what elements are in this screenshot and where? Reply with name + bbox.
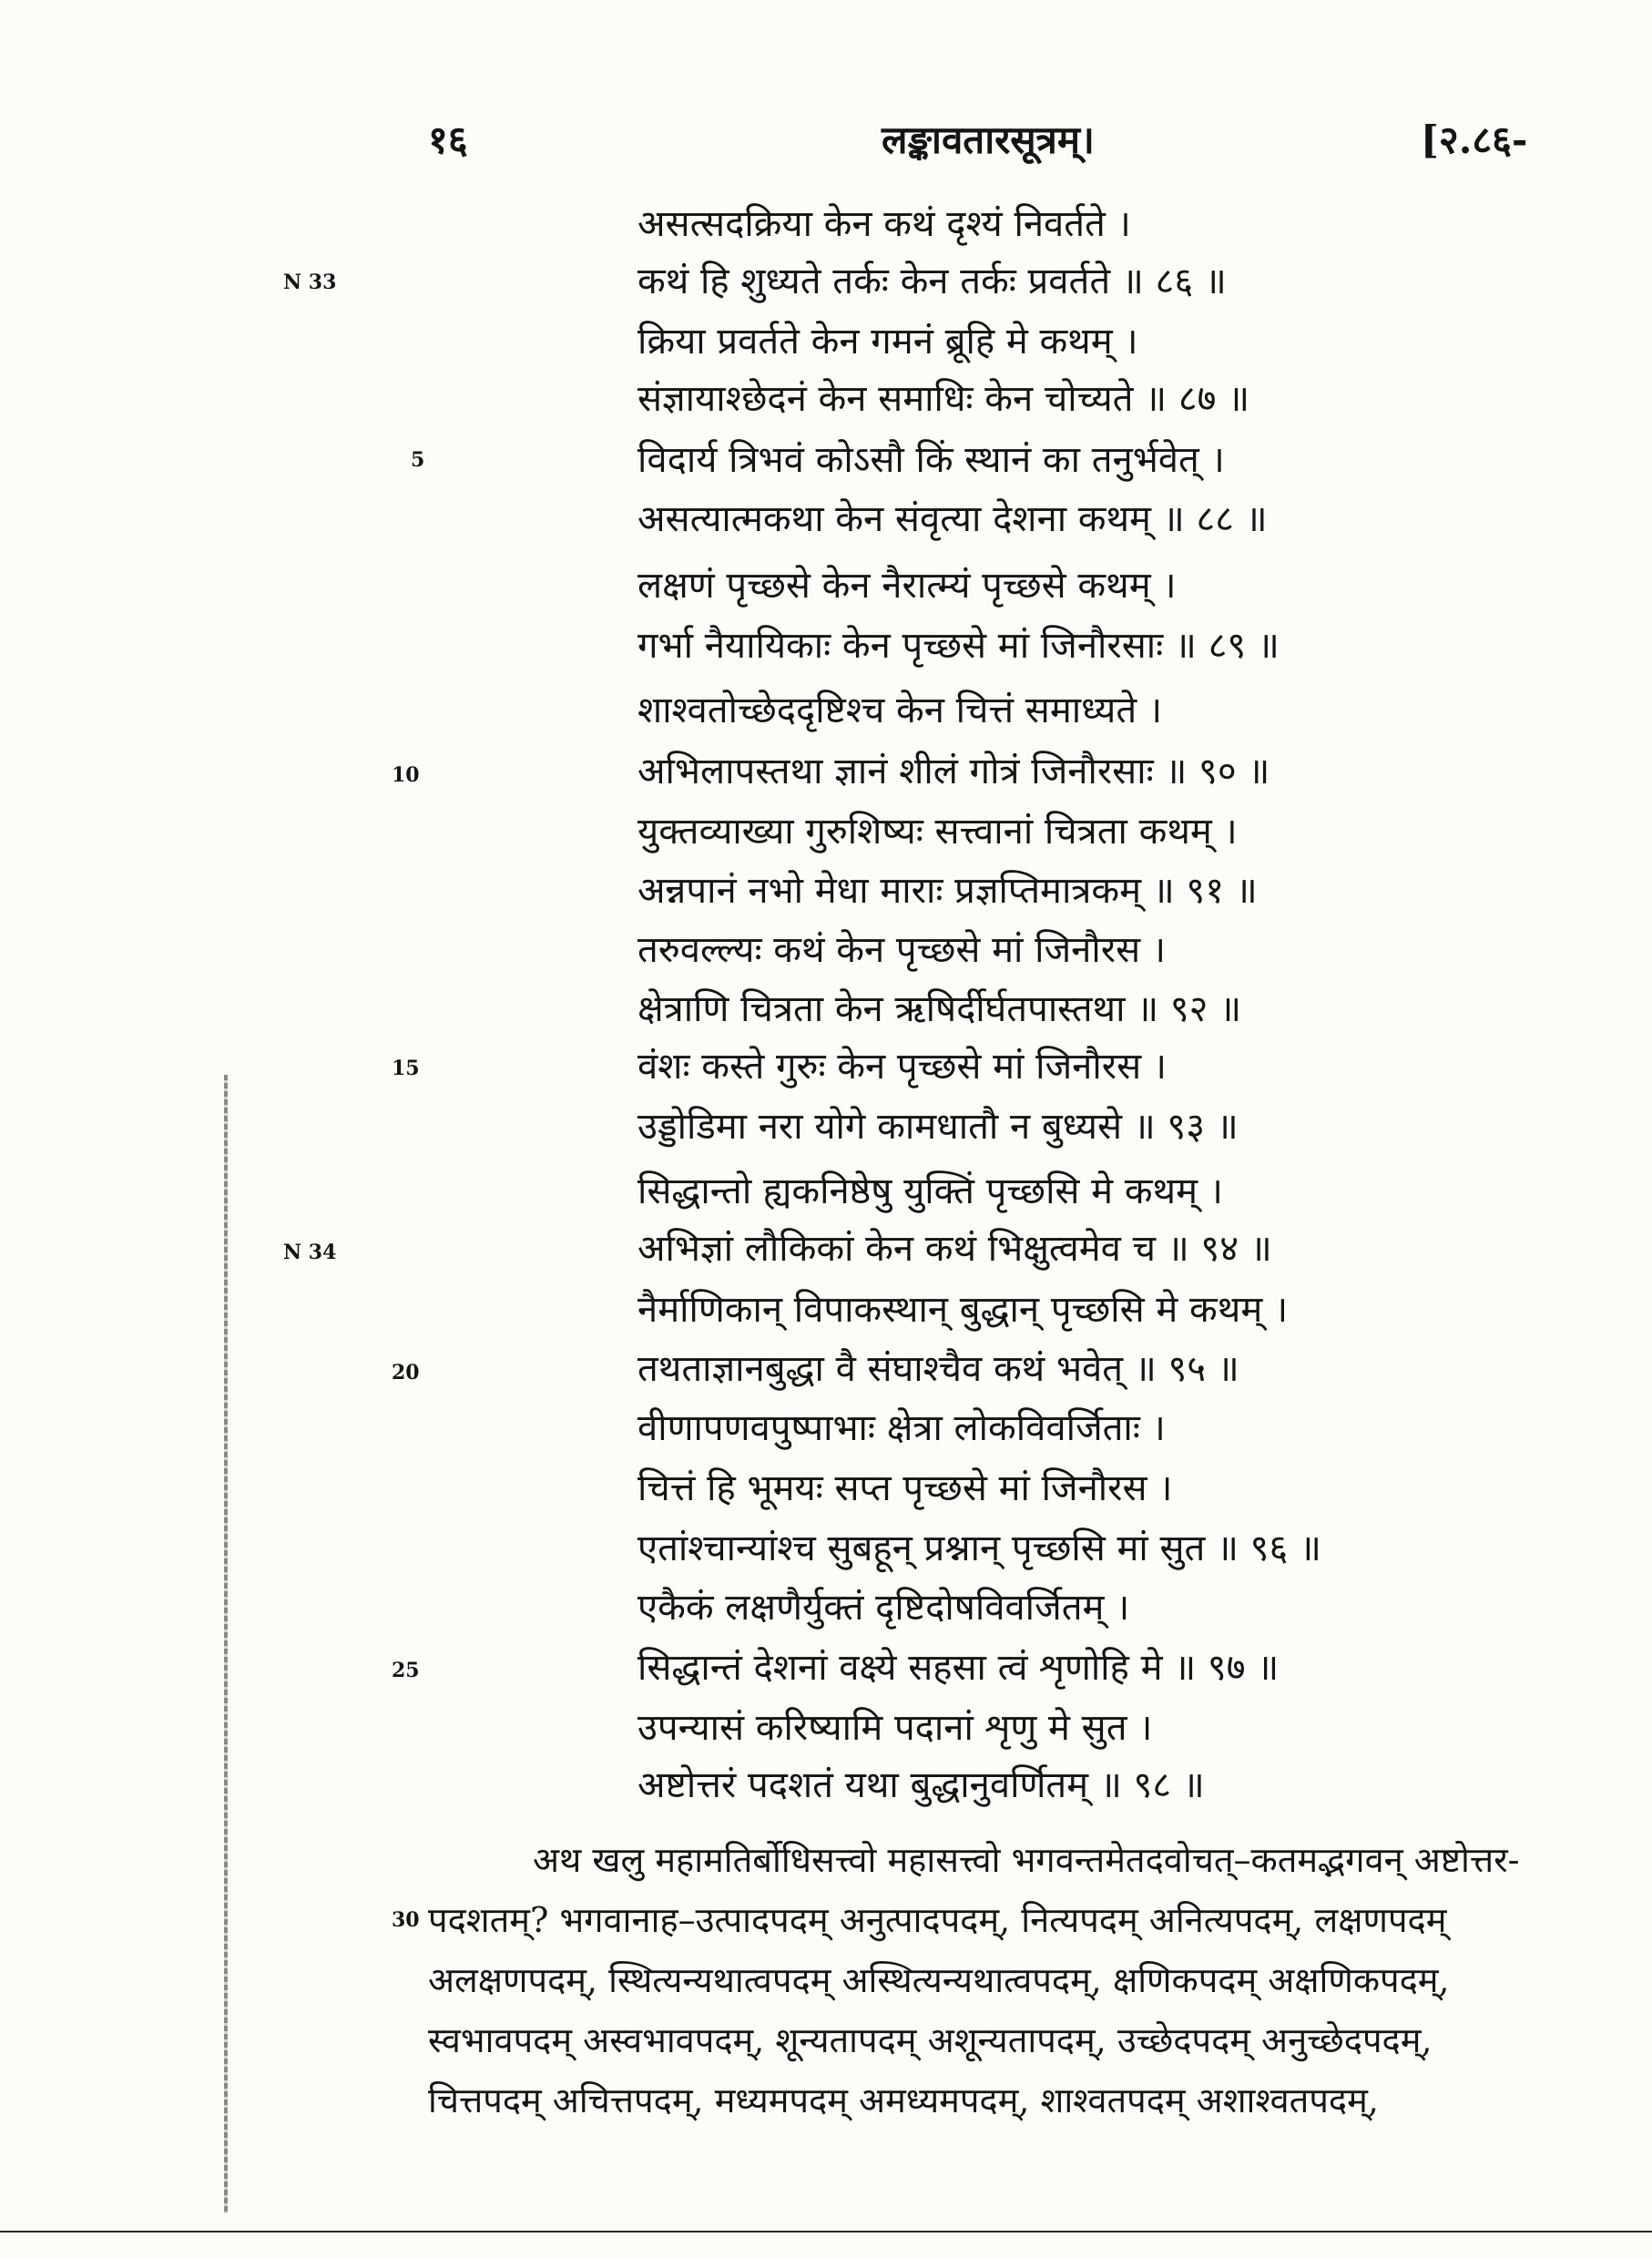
verse-line: तरुवल्ल्यः कथं केन पृच्छसे मां जिनौरस ।: [637, 929, 1167, 971]
line-number: 30: [392, 1908, 420, 1932]
running-title: लङ्कावतारसूत्रम्।: [882, 117, 1095, 162]
verse-line: अभिलापस्तथा ज्ञानं शीलं गोत्रं जिनौरसाः ॥ ९० ॥: [637, 751, 1270, 792]
verse-line: सिद्धान्तं देशनां वक्ष्ये सहसा त्वं शृणोहि मे ॥ ९७ ॥: [637, 1647, 1280, 1689]
verse-line: क्षेत्राणि चित्रता केन ऋषिर्दीर्घतपास्तथा ॥ ९२ ॥: [637, 988, 1242, 1030]
verse-line: असत्सदक्रिया केन कथं दृश्यं निवर्तते ।: [637, 203, 1131, 245]
verse-line: उपन्यासं करिष्यामि पदानां शृणु मे सुत ।: [637, 1707, 1153, 1749]
page-bottom-rule: [0, 2231, 1652, 2232]
ms-folio-note: N 33: [283, 271, 337, 294]
verse-line: अभिज्ञां लौकिकां केन कथं भिक्षुत्वमेव च ॥ ९४ ॥: [637, 1228, 1272, 1270]
verse-line: वीणापणवपुष्पाभाः क्षेत्रा लोकविवर्जिताः ।: [637, 1407, 1166, 1449]
prose-line: पदशतम्? भगवानाह–उत्पादपदम् अनुत्पादपदम्, नित्यपदम् अनित्यपदम्, लक्षणपदम्: [428, 1900, 1447, 1940]
scan-binding-edge: [224, 1075, 228, 2213]
line-number: 15: [392, 1057, 420, 1080]
line-number: 10: [392, 763, 420, 787]
verse-line: कथं हि शुध्यते तर्कः केन तर्कः प्रवर्तते ॥ ८६ ॥: [637, 261, 1227, 302]
verse-line: चित्तं हि भूमयः सप्त पृच्छसे मां जिनौरस ।: [637, 1467, 1173, 1509]
verse-line: तथताज्ञानबुद्धा वै संघाश्चैव कथं भवेत् ॥ ९५ ॥: [637, 1348, 1239, 1390]
verse-line: लक्षणं पृच्छसे केन नैरात्म्यं पृच्छसे कथम् ।: [637, 565, 1177, 607]
line-number: 20: [392, 1361, 420, 1384]
verse-line: गर्भा नैयायिकाः केन पृच्छसे मां जिनौरसाः ॥ ८९ ॥: [637, 625, 1280, 667]
ms-folio-note: N 34: [283, 1241, 337, 1264]
line-number: 5: [411, 448, 425, 472]
verse-line: एतांश्चान्यांश्च सुबहून् प्रश्नान् पृच्छसि मां सुत ॥ ९६ ॥: [637, 1527, 1321, 1569]
verse-line: सिद्धान्तो ह्यकनिष्ठेषु युक्तिं पृच्छसि मे कथम् ।: [637, 1170, 1223, 1212]
prose-line: स्वभावपदम् अस्वभावपदम्, शून्यतापदम् अशून्यतापदम्, उच्छेदपदम् अनुच्छेदपदम्,: [428, 2020, 1433, 2060]
verse-line: क्रिया प्रवर्तते केन गमनं ब्रूहि मे कथम् ।: [637, 321, 1138, 363]
verse-line: नैर्माणिकान् विपाकस्थान् बुद्धान् पृच्छसि मे कथम् ।: [637, 1289, 1289, 1331]
verse-reference: [२.८६-: [1421, 117, 1528, 162]
prose-line: चित्तपदम् अचित्तपदम्, मध्यमपदम् अमध्यमपदम्, शाश्वतपदम् अशाश्वतपदम्,: [428, 2080, 1379, 2120]
verse-line: उड्डोडिमा नरा योगे कामधातौ न बुध्यसे ॥ ९३ ॥: [637, 1106, 1239, 1148]
verse-line: विदार्य त्रिभवं कोऽसौ किं स्थानं का तनुर्भवेत् ।: [637, 439, 1225, 481]
verse-line: असत्यात्मकथा केन संवृत्या देशना कथम् ॥ ८८ ॥: [637, 498, 1268, 540]
verse-line: वंशः कस्ते गुरुः केन पृच्छसे मां जिनौरस ।: [637, 1046, 1168, 1088]
verse-line: एकैकं लक्षणैर्युक्तं दृष्टिदोषविवर्जितम् ।: [637, 1587, 1130, 1629]
verse-line: अन्नपानं नभो मेधा माराः प्रज्ञप्तिमात्रकम् ॥ ९१ ॥: [637, 870, 1258, 912]
verse-line: शाश्वतोच्छेददृष्टिश्च केन चित्तं समाध्यते ।: [637, 690, 1163, 731]
page-number: १६: [428, 117, 468, 162]
verse-line: संज्ञायाश्छेदनं केन समाधिः केन चोच्यते ॥ ८७ ॥: [637, 378, 1250, 420]
verse-line: युक्तव्याख्या गुरुशिष्यः सत्त्वानां चित्रता कथम् ।: [637, 811, 1238, 853]
prose-line: अलक्षणपदम्, स्थित्यन्यथात्वपदम् अस्थित्यन्यथात्वपदम्, क्षणिकपदम् अक्षणिकपदम्,: [428, 1960, 1450, 2000]
prose-line: अथ खलु महामतिर्बोधिसत्त्वो महासत्त्वो भगवन्तमेतदवोचत्–कतमद्भगवन् अष्टोत्तर-: [533, 1840, 1520, 1880]
verse-line: अष्टोत्तरं पदशतं यथा बुद्धानुवर्णितम् ॥ ९८ ॥: [637, 1764, 1205, 1806]
line-number: 25: [392, 1659, 420, 1682]
